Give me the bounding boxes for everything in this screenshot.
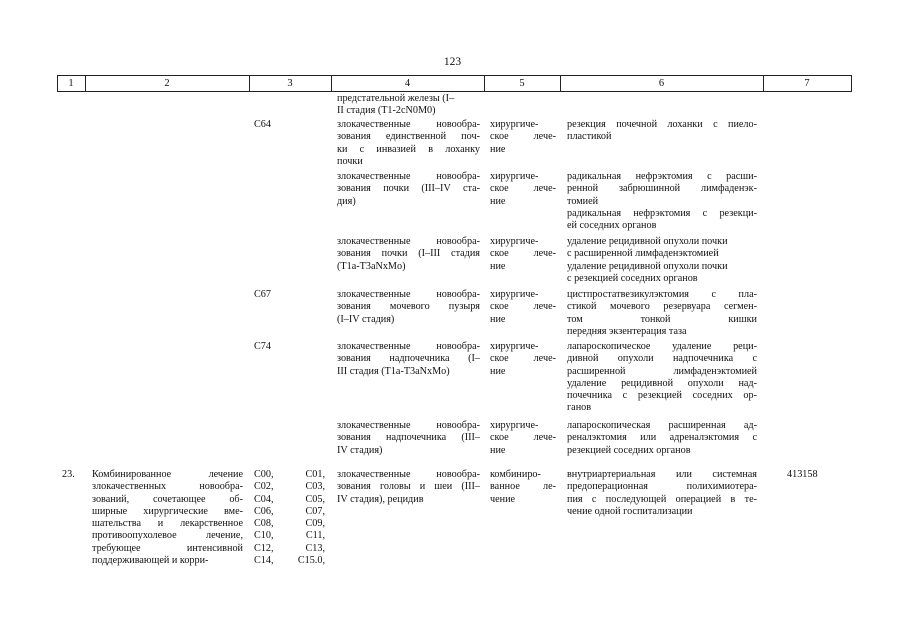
cell-icd-code: С64: [254, 119, 271, 130]
cell-icd-code: С74: [254, 341, 271, 352]
text-line: IV стадия): [337, 444, 383, 456]
text-line: ки с инвазией в лоханку: [337, 143, 480, 155]
text-line: хирургиче-: [490, 236, 539, 247]
page-number: 123: [443, 56, 462, 68]
cell-col4: [337, 236, 480, 273]
text-line: чение одной госпитализации: [567, 505, 693, 517]
cell-col2: [92, 469, 243, 567]
cell-col6: [567, 119, 757, 144]
cell-col4: [337, 171, 480, 208]
cell-col6: [567, 469, 757, 518]
cell-price: 413158: [787, 469, 818, 480]
text-line: дивной опухоли надпочечника с: [567, 353, 757, 365]
text-line: злокачественные новообра-: [337, 236, 480, 247]
text-line: хирургиче-: [490, 341, 539, 352]
text-line: лапароскопическое удаление реци-: [567, 341, 757, 352]
text-line: удаление рецидивной опухоли над-: [567, 377, 757, 389]
text-line: ренной забрюшинной лимфаденэк-: [567, 183, 757, 195]
cell-col4: [337, 420, 480, 457]
text-line: злокачественные новообра-: [337, 119, 480, 130]
icd-code: С12,: [254, 542, 274, 554]
text-line: пия с последующей операцией в те-: [567, 493, 757, 505]
column-header: 1: [68, 78, 74, 89]
text-line: цистпростатвезикулэктомия с пла-: [567, 289, 757, 300]
header-top-rule: [57, 75, 851, 76]
cell-col4: [337, 289, 480, 326]
text-line: резекцией соседних органов: [567, 444, 691, 456]
cell-col4: [337, 119, 480, 168]
text-line: злокачественные новообра-: [337, 289, 480, 300]
text-line: предстательной железы (I–: [337, 93, 455, 104]
text-line: зования единственной поч-: [337, 131, 480, 143]
text-line: поддерживающей и корри-: [92, 555, 209, 567]
code-pair: [254, 518, 325, 530]
text-line: злокачественные новообра-: [337, 420, 480, 431]
cell-col5: [490, 171, 556, 208]
cell-row-number: 23.: [62, 469, 75, 480]
icd-code: С03,: [305, 481, 325, 493]
icd-code: С00,: [254, 469, 274, 480]
cell-col6: [567, 236, 757, 285]
text-line: III стадия (T1a-T3aNxMo): [337, 365, 450, 377]
text-line: хирургиче-: [490, 171, 539, 182]
text-line: ние: [490, 444, 506, 456]
text-line: комбиниро-: [490, 469, 541, 480]
text-line: (I–IV стадия): [337, 313, 395, 325]
cell-icd-codes: [254, 469, 325, 567]
cell-col5: [490, 289, 556, 326]
column-header: 6: [658, 78, 665, 89]
text-line: Комбинированное лечение: [92, 469, 243, 480]
text-line: с резекцией соседних органов: [567, 272, 698, 284]
text-line: ние: [490, 313, 506, 325]
icd-code: С13,: [305, 542, 325, 554]
text-line: зования надпочечника (III–: [337, 432, 480, 444]
text-line: зования надпочечника (I–: [337, 353, 480, 365]
code-pair: [254, 555, 325, 567]
text-line: пластикой: [567, 131, 612, 143]
cell-col5: [490, 341, 556, 378]
text-line: ское лече-: [490, 248, 556, 260]
header-bottom-rule: [57, 91, 851, 92]
cell-col4: [337, 341, 480, 378]
cell-icd-code: С67: [254, 289, 271, 300]
text-line: ское лече-: [490, 131, 556, 143]
icd-code: С04,: [254, 493, 274, 505]
text-line: злокачественные новообра-: [337, 171, 480, 182]
text-line: злокачественные новообра-: [337, 469, 480, 480]
text-line: зования мочевого пузыря: [337, 301, 480, 313]
text-line: ское лече-: [490, 432, 556, 444]
icd-code: С05,: [305, 493, 325, 505]
text-line: удаление рецидивной опухоли почки: [567, 236, 728, 247]
icd-code: С06,: [254, 505, 274, 517]
grid-line: [851, 75, 852, 92]
icd-code: С02,: [254, 481, 274, 493]
code-pair: [254, 494, 325, 506]
text-line: хирургиче-: [490, 289, 539, 300]
text-line: передняя экзентерация таза: [567, 325, 687, 337]
text-line: зования почки (I–III стадия: [337, 248, 480, 260]
icd-code: С07,: [305, 505, 325, 517]
code-pair: [254, 543, 325, 555]
column-header: 7: [804, 78, 810, 89]
text-line: II стадия (T1-2cN0M0): [337, 105, 436, 117]
cell-col6: [567, 420, 757, 457]
cell-col5: [490, 469, 556, 506]
text-line: хирургиче-: [490, 420, 539, 431]
text-line: ское лече-: [490, 353, 556, 365]
cell-col4: [337, 469, 480, 506]
text-line: чение: [490, 493, 516, 505]
cell-col5: [490, 119, 556, 156]
text-line: внутриартериальная или системная: [567, 469, 757, 480]
text-line: почечника с резекцией соседних ор-: [567, 390, 757, 402]
text-line: ей соседних органов: [567, 220, 657, 232]
icd-code: С01,: [305, 469, 325, 480]
text-line: противоопухолевое лечение,: [92, 530, 243, 542]
icd-code: С14,: [254, 555, 274, 567]
icd-code: С11,: [305, 530, 325, 542]
column-header: 5: [519, 78, 525, 89]
column-header: 4: [404, 78, 411, 89]
cell-col5: [490, 236, 556, 273]
text-line: злокачественных новообра-: [92, 481, 243, 493]
text-line: стикой мочевого резервуара сегмен-: [567, 301, 757, 313]
text-line: ние: [490, 260, 506, 272]
text-line: зования головы и шеи (III–: [337, 481, 480, 493]
text-line: резекция почечной лоханки с пиело-: [567, 119, 757, 130]
text-line: ние: [490, 365, 506, 377]
text-line: радикальная нефрэктомия с резекци-: [567, 207, 757, 219]
text-line: хирургиче-: [490, 119, 539, 130]
cell-col5: [490, 420, 556, 457]
cell-col4: [337, 93, 479, 118]
text-line: злокачественные новообра-: [337, 341, 480, 352]
text-line: реналэктомия или адреналэктомия с: [567, 432, 757, 444]
column-header: 3: [287, 78, 293, 89]
code-pair: [254, 469, 325, 481]
cell-col6: [567, 341, 757, 415]
text-line: ние: [490, 143, 506, 155]
text-line: с расширенной лимфаденэктомией: [567, 248, 719, 260]
column-header: 2: [164, 78, 170, 89]
text-line: шательства и лекарственное: [92, 518, 243, 530]
text-line: ширные хирургические вме-: [92, 505, 243, 517]
text-line: дия): [337, 195, 356, 207]
text-line: предоперационная полихимиотера-: [567, 481, 757, 493]
code-pair: [254, 506, 325, 518]
text-line: (T1a-T3aNxMo): [337, 260, 406, 272]
icd-code: С15.0,: [297, 555, 325, 567]
cell-col6: [567, 171, 757, 232]
icd-code: С09,: [305, 518, 325, 530]
text-line: ванное ле-: [490, 481, 556, 493]
icd-code: С08,: [254, 518, 274, 530]
text-line: ское лече-: [490, 183, 556, 195]
text-line: ние: [490, 195, 506, 207]
text-line: почки: [337, 155, 363, 167]
text-line: ганов: [567, 402, 592, 414]
text-line: расширенной лимфаденэктомией: [567, 365, 757, 377]
code-pair: [254, 530, 325, 542]
text-line: ское лече-: [490, 301, 556, 313]
text-line: требующее интенсивной: [92, 542, 243, 554]
text-line: зований, сочетающее об-: [92, 493, 243, 505]
cell-col6: [567, 289, 757, 338]
text-line: том тонкой кишки: [567, 313, 757, 325]
text-line: зования почки (III–IV ста-: [337, 183, 480, 195]
text-line: IV стадия), рецидив: [337, 493, 424, 505]
icd-code: С10,: [254, 530, 274, 542]
text-line: лапароскопическая расширенная ад-: [567, 420, 757, 431]
code-pair: [254, 481, 325, 493]
text-line: удаление рецидивной опухоли почки: [567, 260, 728, 272]
text-line: радикальная нефрэктомия с расши-: [567, 171, 757, 182]
text-line: томией: [567, 195, 599, 207]
